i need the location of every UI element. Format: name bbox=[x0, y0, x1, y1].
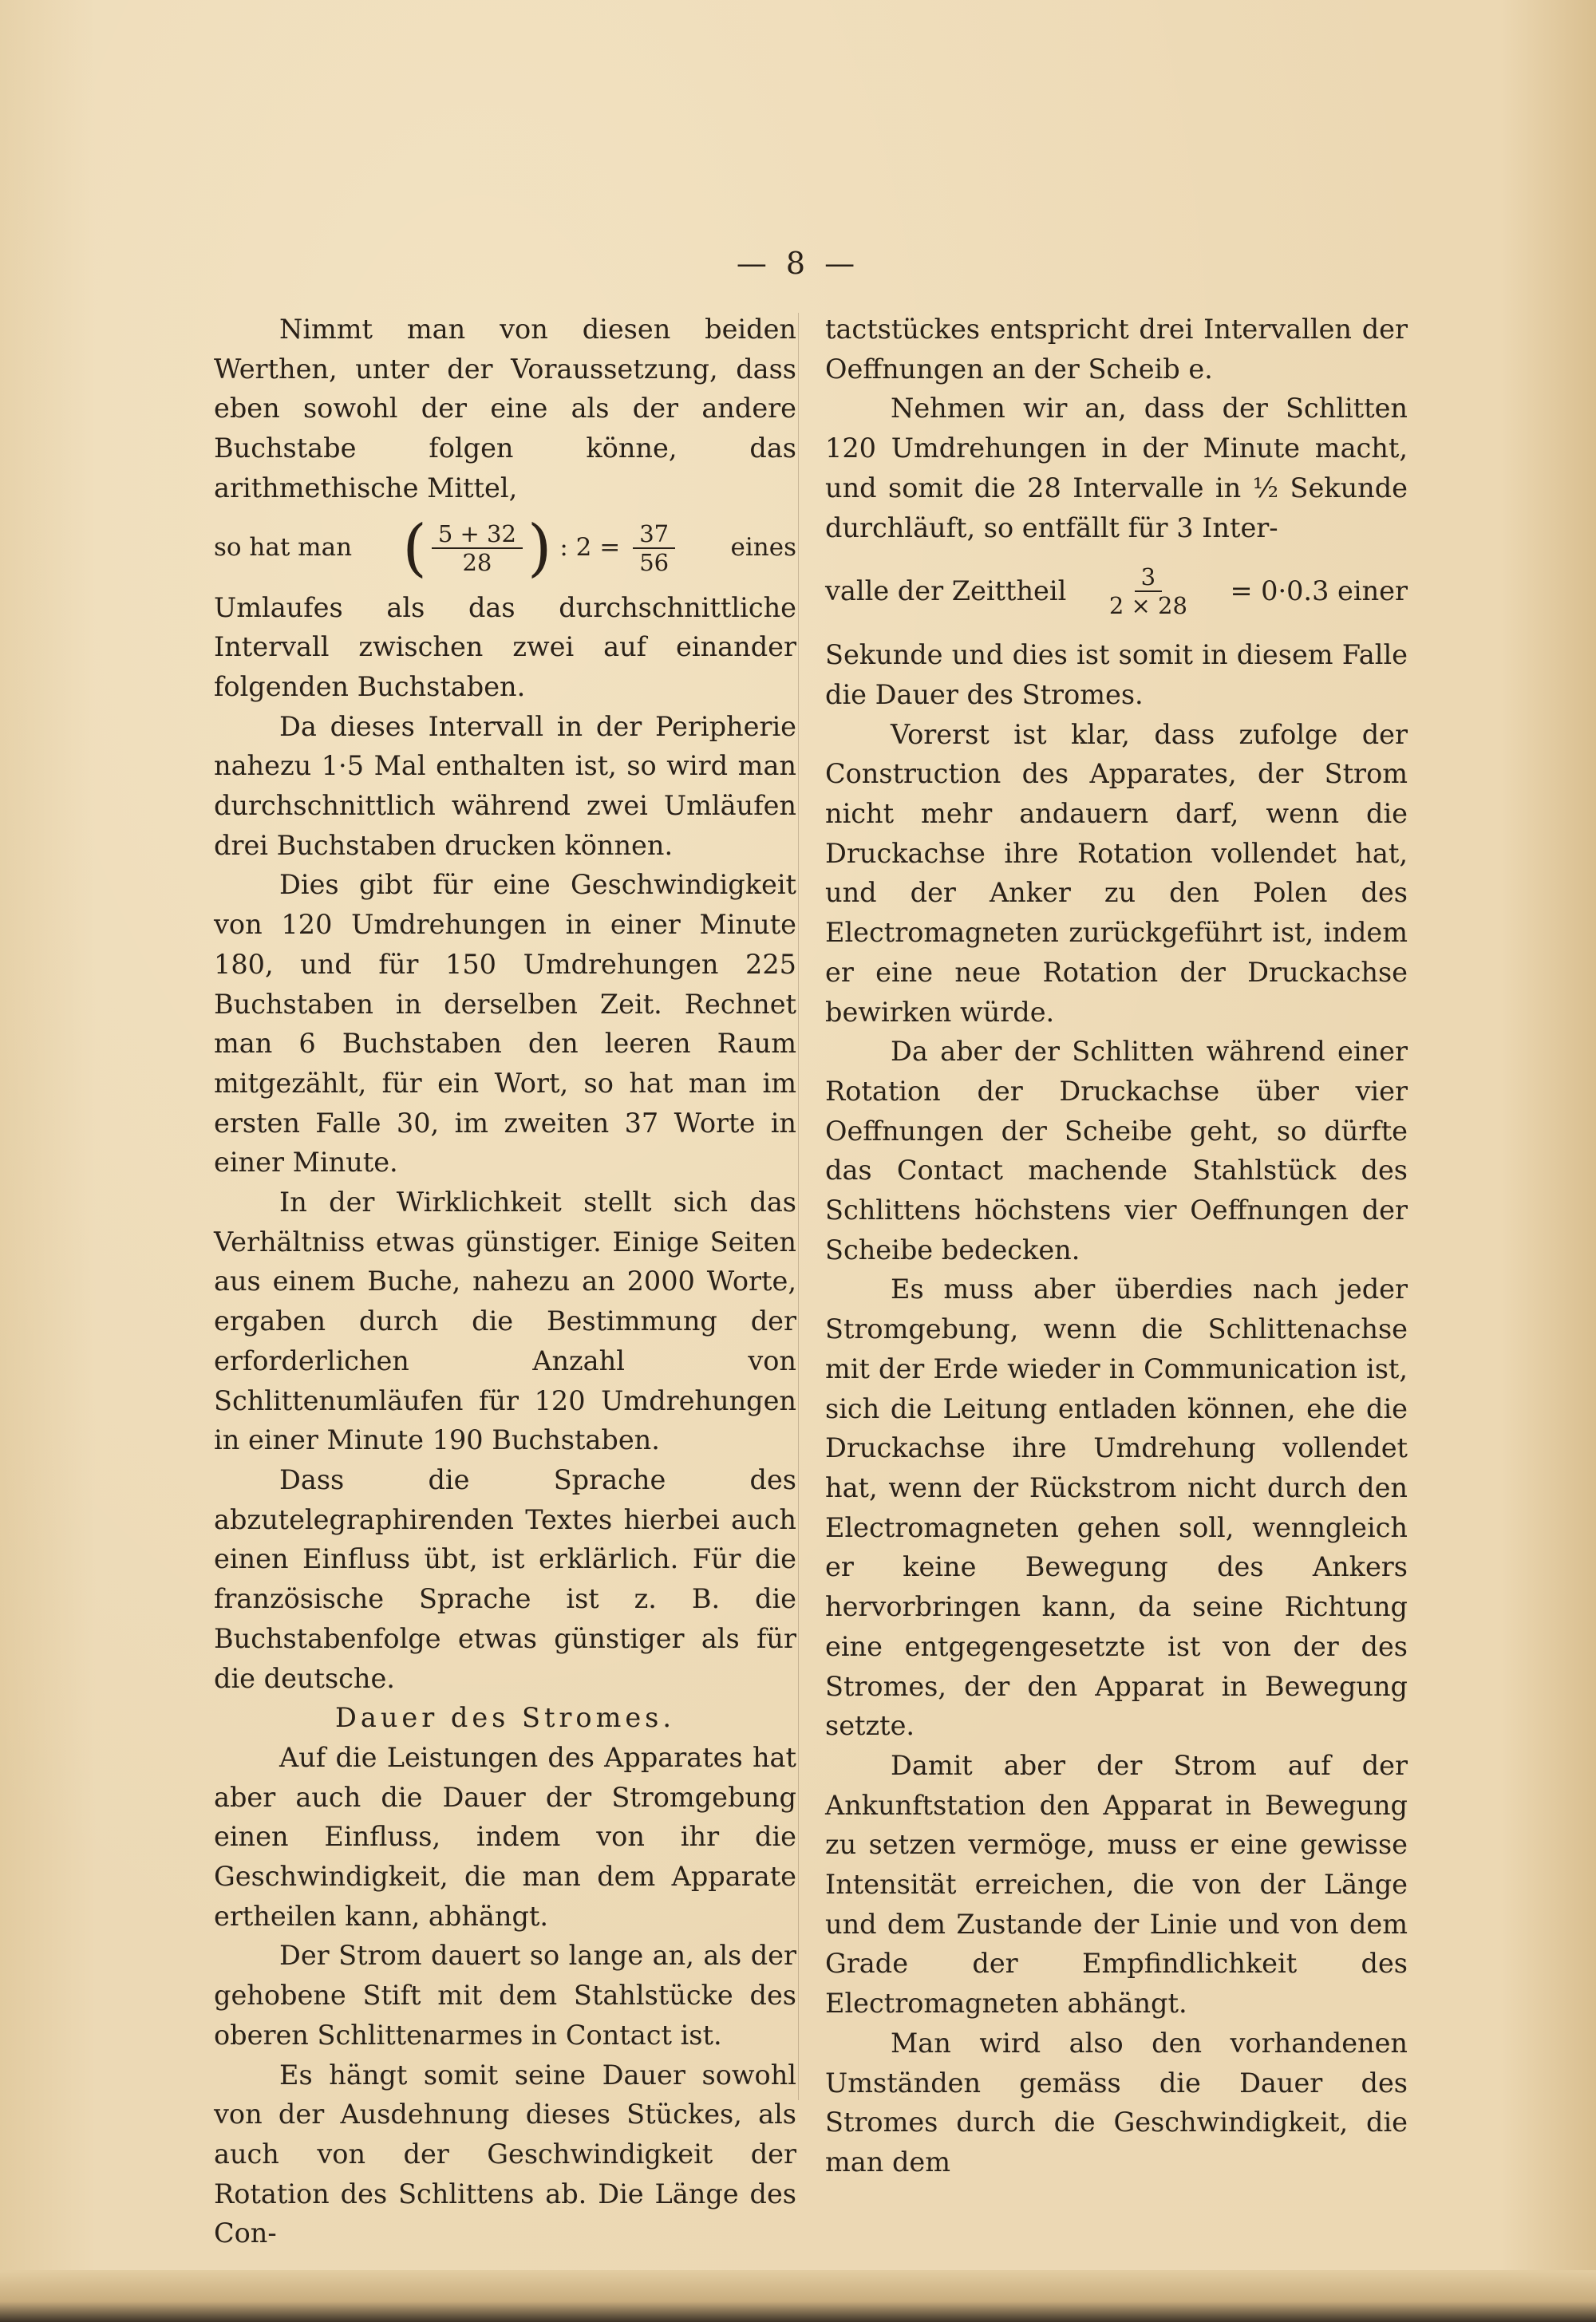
paragraph: Man wird also den vorhandenen Umständen gemäss die Dauer des Stromes durch die Geschwindigkeit, die man dem bbox=[825, 2027, 1408, 2178]
formula-prefix: so hat man bbox=[214, 532, 353, 562]
denominator: 56 bbox=[639, 548, 670, 576]
numerator: 5 + 32 bbox=[432, 520, 523, 549]
paragraph: Nimmt man von diesen beiden Werthen, unter der Voraussetzung, dass eben sowohl der eine als der andere Buchstabe folgen könne, das arithmethische Mittel, bbox=[214, 314, 796, 503]
section-heading: Dauer des Stromes. bbox=[334, 1702, 676, 1734]
right-paren-icon: ) bbox=[527, 511, 552, 584]
paragraph: Da dieses Intervall in der Peripherie nahezu 1·5 Mal enthalten ist, so wird man durchschnittlich während zwei Umläufen drei Buchstaben drucken können. bbox=[214, 710, 796, 861]
right-column bbox=[825, 310, 1408, 2182]
paragraph: tactstückes entspricht drei Intervallen der Oeffnungen an der Scheib e. bbox=[825, 314, 1408, 385]
paragraph: Nehmen wir an, dass der Schlitten 120 Umdrehungen in der Minute macht, und somit die 28 Intervalle in ½ Sekunde durchläuft, so entfällt für 3 Inter- bbox=[825, 393, 1408, 543]
paragraph: In der Wirklichkeit stellt sich das Verhältniss etwas günstiger. Einige Seiten aus einem Buche, nahezu an 2000 Worte, ergaben durch die Bestimmung der erforderlichen Anzahl von Schlittenumläufen für 120 Umdrehungen in einer Minute 190 Buchstaben. bbox=[214, 1187, 796, 1456]
formula-operator: : 2 = bbox=[559, 532, 621, 562]
left-paren-icon: ( bbox=[402, 511, 427, 584]
paragraph: Vorerst ist klar, dass zufolge der Construction des Apparates, der Strom nicht mehr andauern darf, wenn die Druckachse ihre Rotation vollendet hat, und der Anker zu den Polen des Electromagneten zurückgeführt ist, indem er eine neue Rotation der Druckachse bewirken würde. bbox=[825, 718, 1408, 1028]
paragraph: Umlaufes als das durchschnittliche Intervall zwischen zwei auf einander folgenden Buchstaben. bbox=[214, 591, 796, 702]
fraction bbox=[633, 520, 675, 576]
formula-average bbox=[214, 508, 796, 588]
page-number: — 8 — bbox=[736, 246, 860, 281]
numerator: 3 bbox=[1135, 563, 1162, 592]
paragraph: Dies gibt für eine Geschwindigkeit von 120 Umdrehungen in einer Minute 180, und für 150 Umdrehungen 225 Buchstaben in derselben Zeit. Rechnet man 6 Buchstaben den leeren Raum mitgezählt, für ein Wort, so hat man im ersten Falle 30, im zweiten 37 Worte in einer Minute. bbox=[214, 869, 796, 1179]
fraction bbox=[432, 520, 523, 576]
denominator: 2 × 28 bbox=[1108, 592, 1187, 620]
paragraph: Auf die Leistungen des Apparates hat aber auch die Dauer der Stromgebung einen Einfluss, indem von ihr die Geschwindigkeit, die man dem Apparate ertheilen kann, abhängt. bbox=[214, 1741, 796, 1932]
formula-time-share bbox=[825, 547, 1408, 635]
formula-prefix: valle der Zeittheil bbox=[825, 575, 1067, 607]
paragraph: Damit aber der Strom auf der Ankunftstation den Apparat in Bewegung zu setzen vermöge, muss er eine gewisse Intensität erreichen, die von der Länge und dem Zustande der Linie und von dem Grade der Empfindlichkeit des Electromagneten abhängt. bbox=[825, 1749, 1408, 2020]
paragraph: Dass die Sprache des abzutelegraphirenden Textes hierbei auch einen Einfluss übt, ist erklärlich. Für die französische Sprache ist z. B. die Buchstabenfolge etwas günstiger als für die deutsche. bbox=[214, 1463, 796, 1694]
paragraph: Es muss aber überdies nach jeder Stromgebung, wenn die Schlittenachse mit der Erde wieder in Communication ist, sich die Leitung entladen können, ehe die Druckachse ihre Umdrehung vollendet hat, wenn der Rückstrom nicht durch den Electromagneten gehen soll, wenngleich er keine Bewegung des Ankers hervorbringen kann, da seine Richtung eine entgegengesetzte ist von der des Stromes, der den Apparat in Bewegung setzte. bbox=[825, 1274, 1408, 1742]
paragraph: Da aber der Schlitten während einer Rotation der Druckachse über vier Oeffnungen der Scheibe geht, so dürfte das Contact machende Stahlstück des Schlittens höchstens vier Oeffnungen der Scheibe bedecken. bbox=[825, 1036, 1408, 1266]
column-divider bbox=[798, 313, 799, 2100]
formula-suffix: eines bbox=[730, 532, 796, 562]
numerator: 37 bbox=[633, 520, 675, 549]
paragraph: Der Strom dauert so lange an, als der gehobene Stift mit dem Stahlstücke des oberen Schlittenarmes in Contact ist. bbox=[214, 1940, 796, 2051]
left-column bbox=[214, 310, 796, 2253]
denominator: 28 bbox=[462, 548, 492, 576]
paragraph: Es hängt somit seine Dauer sowohl von der Ausdehnung dieses Stückes, als auch von der Geschwindigkeit der Rotation des Schlittens ab. Die Länge des Con- bbox=[214, 2059, 796, 2249]
page-bottom-edge bbox=[0, 2270, 1596, 2322]
fraction bbox=[1103, 563, 1194, 619]
formula-result: = 0·0.3 einer bbox=[1230, 575, 1408, 607]
paragraph: Sekunde und dies ist somit in diesem Falle die Dauer des Stromes. bbox=[825, 639, 1408, 710]
